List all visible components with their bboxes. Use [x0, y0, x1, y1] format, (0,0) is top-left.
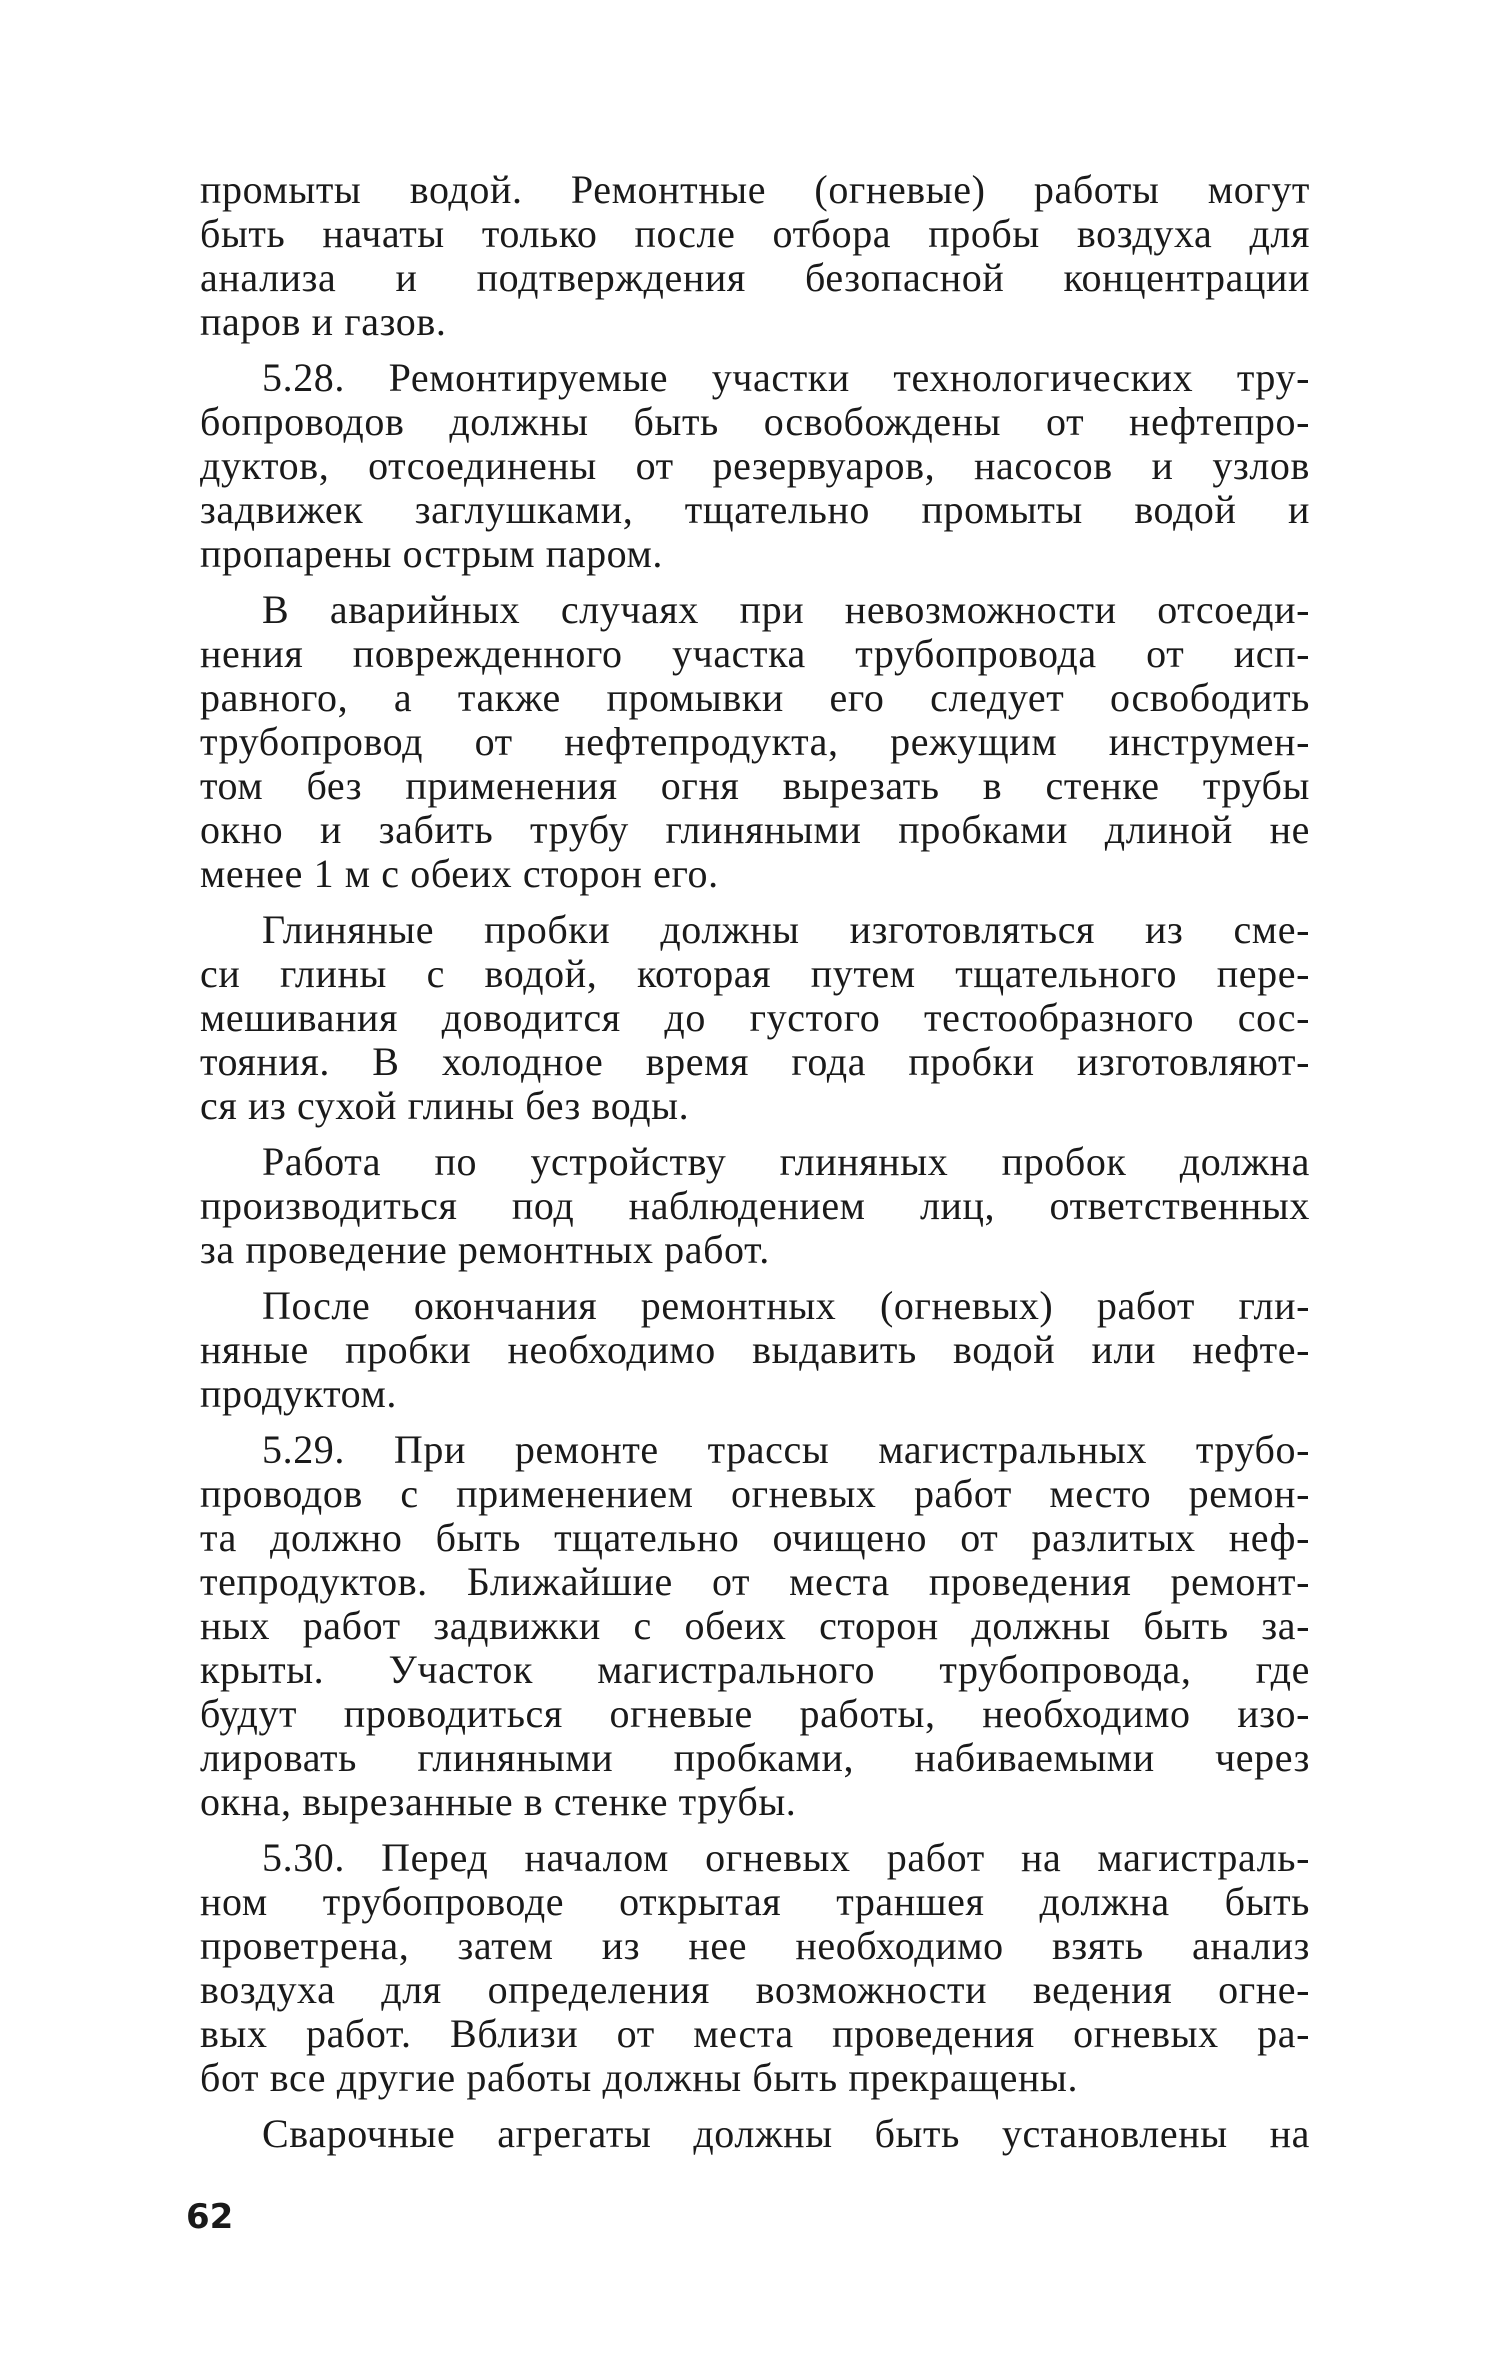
- text-line: ных работ задвижки с обеих сторон должны быть за-: [200, 1603, 1310, 1648]
- text-line: будут проводиться огневые работы, необходимо изо-: [200, 1691, 1310, 1736]
- text-line: мешивания доводится до густого тестообразного сос-: [200, 995, 1310, 1040]
- text-line: за проведение ремонтных работ.: [200, 1227, 770, 1272]
- text-line: равного, а также промывки его следует освободить: [200, 675, 1310, 720]
- text-line: вых работ. Вблизи от места проведения огневых ра-: [200, 2011, 1310, 2056]
- paragraph-clay-plugs: [200, 908, 1310, 1128]
- paragraph-5-28: [200, 356, 1310, 576]
- text-line: анализа и подтверждения безопасной концентрации: [200, 255, 1310, 300]
- text-line: В аварийных случаях при невозможности отсоеди-: [262, 587, 1310, 632]
- text-line: промыты водой. Ремонтные (огневые) работы могут: [200, 167, 1310, 212]
- text-line: окна, вырезанные в стенке трубы.: [200, 1779, 797, 1824]
- text-line: проветрена, затем из нее необходимо взять анализ: [200, 1923, 1310, 1968]
- text-line: та должно быть тщательно очищено от разлитых неф-: [200, 1515, 1310, 1560]
- text-line: паров и газов.: [200, 299, 447, 344]
- paragraph-5-29: [200, 1428, 1310, 1824]
- text-line: Сварочные агрегаты должны быть установлены на: [262, 2111, 1310, 2156]
- text-line: том без применения огня вырезать в стенке трубы: [200, 763, 1310, 808]
- text-line: тояния. В холодное время года пробки изготовляют-: [200, 1039, 1310, 1084]
- text-line: няные пробки необходимо выдавить водой или нефте-: [200, 1327, 1310, 1372]
- text-line: задвижек заглушками, тщательно промыты водой и: [200, 487, 1310, 532]
- text-line: проводов с применением огневых работ место ремон-: [200, 1471, 1310, 1516]
- paragraph-5-30: [200, 1836, 1310, 2100]
- text-line: 5.30. Перед началом огневых работ на магистраль-: [262, 1835, 1310, 1880]
- text-line: менее 1 м с обеих сторон его.: [200, 851, 719, 896]
- text-line: продуктом.: [200, 1371, 398, 1416]
- text-line: окно и забить трубу глиняными пробками длиной не: [200, 807, 1310, 852]
- text-line: ном трубопроводе открытая траншея должна быть: [200, 1879, 1310, 1924]
- text-line: лировать глиняными пробками, набиваемыми через: [200, 1735, 1310, 1780]
- text-line: нения поврежденного участка трубопровода от исп-: [200, 631, 1310, 676]
- page-number: 62: [186, 2197, 234, 2237]
- text-line: си глины с водой, которая путем тщательного пере-: [200, 951, 1310, 996]
- text-line: Работа по устройству глиняных пробок должна: [262, 1139, 1310, 1184]
- text-line: производиться под наблюдением лиц, ответственных: [200, 1183, 1310, 1228]
- text-line: ся из сухой глины без воды.: [200, 1083, 690, 1128]
- text-line: 5.28. Ремонтируемые участки технологических тру-: [262, 355, 1310, 400]
- page-body: [200, 168, 1310, 2168]
- text-line: бопроводов должны быть освобождены от нефтепро-: [200, 399, 1310, 444]
- paragraph-welding: [200, 2112, 1310, 2156]
- paragraph-intro: [200, 168, 1310, 344]
- text-line: быть начаты только после отбора пробы воздуха для: [200, 211, 1310, 256]
- text-line: трубопровод от нефтепродукта, режущим инструмен-: [200, 719, 1310, 764]
- paragraph-emergency: [200, 588, 1310, 896]
- text-line: воздуха для определения возможности ведения огне-: [200, 1967, 1310, 2012]
- text-line: Глиняные пробки должны изготовляться из сме-: [262, 907, 1310, 952]
- text-line: 5.29. При ремонте трассы магистральных трубо-: [262, 1427, 1310, 1472]
- text-line: крыты. Участок магистрального трубопровода, где: [200, 1647, 1310, 1692]
- text-line: После окончания ремонтных (огневых) работ гли-: [262, 1283, 1310, 1328]
- paragraph-supervision: [200, 1140, 1310, 1272]
- paragraph-after-works: [200, 1284, 1310, 1416]
- text-line: пропарены острым паром.: [200, 531, 664, 576]
- text-line: тепродуктов. Ближайшие от места проведения ремонт-: [200, 1559, 1310, 1604]
- text-line: дуктов, отсоединены от резервуаров, насосов и узлов: [200, 443, 1310, 488]
- text-line: бот все другие работы должны быть прекращены.: [200, 2055, 1079, 2100]
